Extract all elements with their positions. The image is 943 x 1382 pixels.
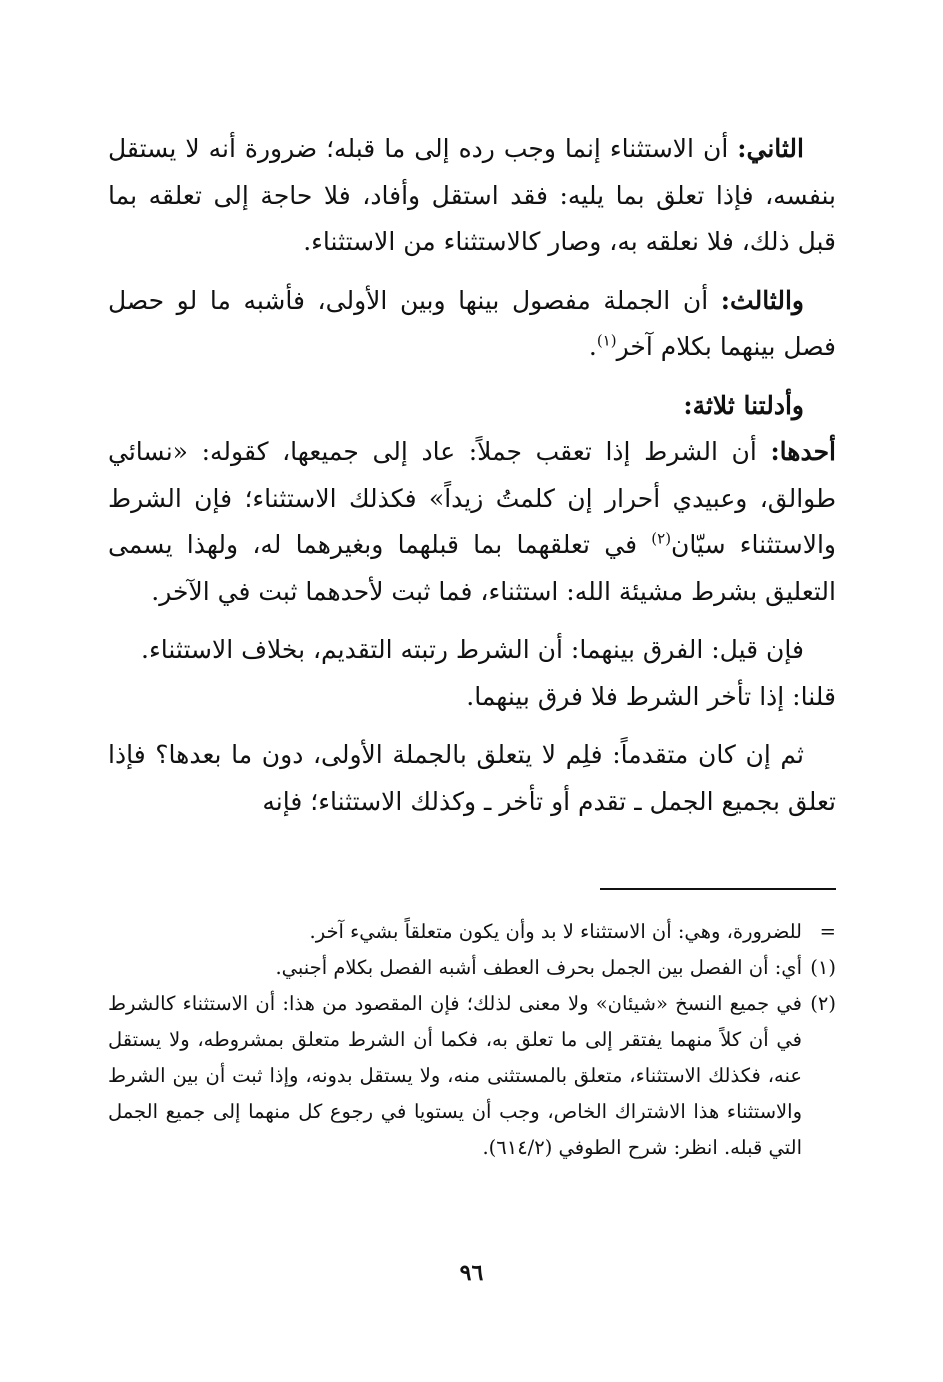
footnote-text: أي: أن الفصل بين الجمل بحرف العطف أشبه الفصل بكلام أجنبي. [275, 956, 802, 979]
footnote-separator [600, 888, 836, 890]
page-number: ٩٦ [459, 1260, 484, 1286]
paragraph-lead: والثالث: [720, 285, 804, 315]
paragraph-conclusion [108, 732, 836, 825]
paragraph-tail: في تعلقهما بما قبلهما وبغيرهما له، ولهذا يسمى التعليق بشرط مشيئة الله: استثناء، فما ثبت لأحدهما ثبت في الآخر. [108, 530, 836, 606]
footnotes [108, 914, 836, 1166]
paragraph-first-evidence [108, 429, 836, 615]
paragraph-text: أن الجملة مفصول بينها وبين الأولى، فأشبه ما لو حصل فصل بينهما بكلام آخر [108, 285, 836, 361]
footnote-1 [108, 950, 836, 986]
paragraph-objection [108, 627, 836, 720]
paragraph-text: ثم إن كان متقدماً: فلِم لا يتعلق بالجملة الأولى، دون ما بعدها؟ فإذا تعلق بجميع الجمل ـ تقدم أو تأخر ـ وكذلك الاستثناء؛ فإنه [108, 740, 836, 816]
paragraph-text: أن الشرط إذا تعقب جملاً: عاد إلى جميعها، كقوله: «نسائي طوالق، وعبيدي أحرار إن كلمتُ زيداً» فكذلك الاستثناء؛ فإن الشرط والاستثناء سيّان [108, 437, 836, 559]
paragraph-text: أن الاستثناء إنما وجب رده إلى ما قبله؛ ضرورة أنه لا يستقل بنفسه، فإذا تعلق بما يليه: فقد استقل وأفاد، فلا حاجة إلى تعلقه بما قبل ذلك، فلا نعلقه به، وصار كالاستثناء من الاستثناء. [108, 134, 836, 256]
footnote-reference: (١) [596, 331, 617, 350]
footnote-text: في جميع النسخ «شيئان» ولا معنى لذلك؛ فإن المقصود من هذا: أن الاستثناء كالشرط في أن كلاً منهما يفتقر إلى ما تعلق به، فكما أن الشرط متعلق بمشروطه، ولا يستقل عنه، فكذلك الاستثناء، متعلق بالمستثنى منه، ولا يستقل بدونه، وإذا ثبت أن بين الشرط والاستثناء هذا الاشتراك الخاص، وجب أن يستويا في رجوع كل منهما إلى جميع الجمل التي قبله. انظر: شرح الطوفي (٦١٤/٢). [108, 992, 802, 1159]
main-text [108, 126, 836, 825]
paragraph-lead: أحدها: [770, 437, 836, 466]
objection-line: فإن قيل: الفرق بينهما: أن الشرط رتبته التقديم، بخلاف الاستثناء. [141, 635, 804, 664]
footnote-text: للضرورة، وهي: أن الاستثناء لا بد وأن يكون متعلقاً بشيء آخر. [309, 920, 802, 943]
footnote-number: (١) [810, 956, 836, 979]
reply-line: قلنا: إذا تأخر الشرط فلا فرق بينهما. [466, 681, 836, 711]
paragraph-tail: . [588, 332, 597, 361]
paragraph-second-argument [108, 126, 836, 266]
footnote-2 [108, 986, 836, 1166]
paragraph-lead: الثاني: [737, 134, 804, 163]
continuation-mark: = [819, 920, 836, 943]
footnote-number: (٢) [810, 992, 836, 1015]
section-heading: وأدلتنا ثلاثة: [683, 390, 804, 420]
footnote-reference: (٢) [651, 529, 672, 548]
paragraph-heading-evidence [108, 383, 836, 430]
footnote-continuation [108, 914, 836, 950]
paragraph-third-argument [108, 278, 836, 371]
